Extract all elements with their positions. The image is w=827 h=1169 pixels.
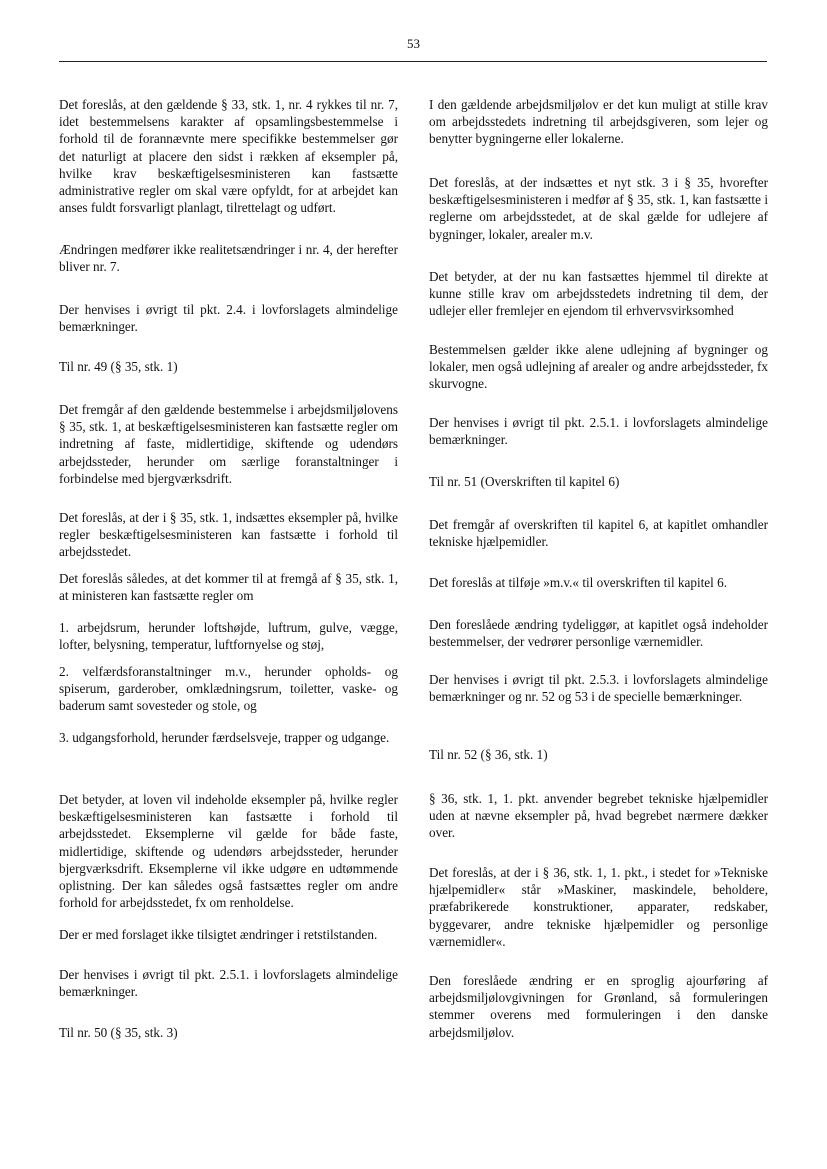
paragraph: Der henvises i øvrigt til pkt. 2.5.3. i lovforslagets almindelige bemærkninger og nr. 52 og 53 i de specielle bemærkninger.: [429, 672, 768, 705]
paragraph: Der henvises i øvrigt til pkt. 2.5.1. i lovforslagets almindelige bemærkninger.: [429, 415, 768, 448]
list-item: 3. udgangsforhold, herunder færdselsveje, trapper og udgange.: [59, 730, 390, 745]
paragraph: Det betyder, at loven vil indeholde eksempler på, hvilke regler beskæftigelsesministeren kan fastsætte i forhold til arbejdsstedet. Eksemplerne vil gælde for både faste, midlertidige, skiftende og udendørs arbejdssteder, herunder bjergværksdrift. Eksemplerne vil ikke udgøre en udtømmende oplistning. Der kan således også fastsættes regler om andre forhold for arbejdsstedet, fx om renholdelse.: [59, 792, 398, 911]
header-rule: [59, 61, 767, 62]
section-heading: Til nr. 50 (§ 35, stk. 3): [59, 1025, 178, 1040]
paragraph: Det foreslås, at der i § 35, stk. 1, indsættes eksempler på, hvilke regler beskæftigelsesministeren kan fastsætte i forhold til arbejdsstedet.: [59, 510, 398, 560]
paragraph: Det betyder, at der nu kan fastsættes hjemmel til direkte at kunne stille krav om arbejdsstedets indretning til dem, der udlejer eller fremlejer en ejendom til erhvervsvirksomhed: [429, 269, 768, 319]
section-heading: Til nr. 49 (§ 35, stk. 1): [59, 359, 178, 374]
page-number: 53: [407, 36, 420, 51]
paragraph: Den foreslåede ændring tydeliggør, at kapitlet også indeholder bestemmelser, der vedrører personlige værnemidler.: [429, 617, 768, 650]
paragraph: Den foreslåede ændring er en sproglig ajourføring af arbejdsmiljølovgivningen for Grønland, så formuleringen stemmer overens med formuleringen i den danske arbejdsmiljølov.: [429, 973, 768, 1040]
paragraph: Det foreslås at tilføje »m.v.« til overskriften til kapitel 6.: [429, 575, 727, 590]
paragraph: Det foreslås, at der indsættes et nyt stk. 3 i § 35, hvorefter beskæftigelsesministeren i medfør af § 35, stk. 1, kan fastsætte i reglerne om arbejdsstedet, at de skal gælde for udlejere af bygninger, lokaler, arealer m.v.: [429, 175, 768, 242]
paragraph: Det fremgår af den gældende bestemmelse i arbejdsmiljølovens § 35, stk. 1, at beskæftigelsesministeren kan fastsætte regler om indretning af faste, midlertidige, skiftende og udendørs arbejdssteder, herunder om særlige foranstaltninger i forbindelse med bjergværksdrift.: [59, 402, 398, 486]
paragraph: Det fremgår af overskriften til kapitel 6, at kapitlet omhandler tekniske hjælpemidler.: [429, 517, 768, 550]
paragraph: Der er med forslaget ikke tilsigtet ændringer i retstilstanden.: [59, 927, 378, 942]
paragraph: Det foreslås således, at det kommer til at fremgå af § 35, stk. 1, at ministeren kan fastsætte regler om: [59, 571, 398, 604]
paragraph: Ændringen medfører ikke realitetsændringer i nr. 4, der herefter bliver nr. 7.: [59, 242, 398, 275]
paragraph: Bestemmelsen gælder ikke alene udlejning af bygninger og lokaler, men også udlejning af arealer og andre arbejdssteder, fx skurvogne.: [429, 342, 768, 392]
list-item: 1. arbejdsrum, herunder loftshøjde, luftrum, gulve, vægge, lofter, belysning, temperatur, luftfornyelse og støj,: [59, 620, 398, 653]
section-heading: Til nr. 51 (Overskriften til kapitel 6): [429, 474, 620, 489]
paragraph: Der henvises i øvrigt til pkt. 2.4. i lovforslagets almindelige bemærkninger.: [59, 302, 398, 335]
paragraph: Det foreslås, at der i § 36, stk. 1, 1. pkt., i stedet for »Tekniske hjælpemidler« står »Maskiner, maskindele, beholdere, præfabrikerede konstruktioner, apparater, redskaber, byggevarer, andre tekniske hjælpemidler og personlige værnemidler«.: [429, 865, 768, 949]
list-item: 2. velfærdsforanstaltninger m.v., herunder opholds- og spiserum, garderober, omklædningsrum, toiletter, vaske- og baderum samt sovesteder og stole, og: [59, 664, 398, 714]
section-heading: Til nr. 52 (§ 36, stk. 1): [429, 747, 548, 762]
paragraph: I den gældende arbejdsmiljølov er det kun muligt at stille krav om arbejdsstedets indretning til arbejdsgiveren, som lejer og benytter bygningerne eller lokalerne.: [429, 97, 768, 147]
paragraph: § 36, stk. 1, 1. pkt. anvender begrebet tekniske hjælpemidler uden at nævne eksempler på, hvad begrebet nærmere dækker over.: [429, 791, 768, 841]
paragraph: Der henvises i øvrigt til pkt. 2.5.1. i lovforslagets almindelige bemærkninger.: [59, 967, 398, 1000]
paragraph: Det foreslås, at den gældende § 33, stk. 1, nr. 4 rykkes til nr. 7, idet bestemmelsens karakter af opsamlingsbestemmelse i forhold til de forannævnte mere specifikke bestemmelser gør det naturligt at placere den sidst i rækken af eksempler på, hvilke krav beskæftigelsesministeren kan fastsætte administrative regler om skal være opfyldt, for at arbejdet kan anses fuldt forsvarligt planlagt, tilrettelagt og udført.: [59, 97, 398, 216]
